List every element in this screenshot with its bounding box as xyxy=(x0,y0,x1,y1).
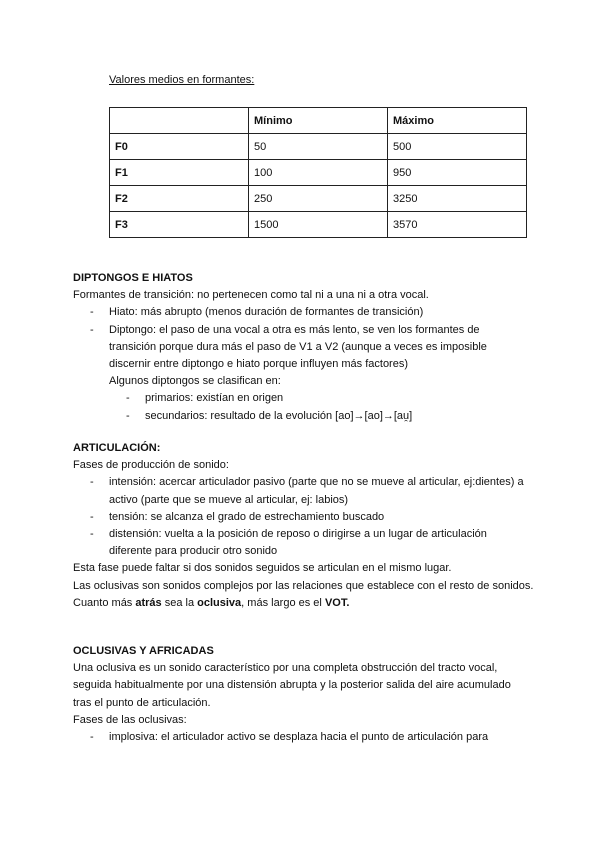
list-item xyxy=(73,390,533,407)
dash-bullet-icon: - xyxy=(90,476,94,489)
table-cell: 100 xyxy=(249,160,388,186)
paragraph: Las oclusivas son sonidos complejos por las relaciones que establece con el resto de sonidos. xyxy=(73,579,534,592)
list-item xyxy=(73,322,533,339)
paragraph: Fases de producción de sonido: xyxy=(73,459,229,472)
table-cell: F0 xyxy=(110,134,249,160)
list-item xyxy=(73,509,533,526)
table-cell: 500 xyxy=(388,134,527,160)
table-header-row xyxy=(110,108,527,134)
table-cell: 50 xyxy=(249,134,388,160)
table-cell: 3250 xyxy=(388,186,527,212)
section-diptongos xyxy=(73,270,533,425)
table-row xyxy=(110,160,527,186)
list-item xyxy=(73,408,533,425)
paragraph: Una oclusiva es un sonido característico por una completa obstrucción del tracto vocal, xyxy=(73,662,498,675)
vot-sentence xyxy=(73,595,533,612)
paragraph: seguida habitualmente por una distensión abrupta y la posterior salida del aire acumulado xyxy=(73,679,511,692)
dash-bullet-icon: - xyxy=(126,409,130,422)
paragraph: tras el punto de articulación. xyxy=(73,696,211,709)
table-header-cell: Mínimo xyxy=(249,108,388,134)
bold-term: VOT. xyxy=(324,596,350,609)
list-item-text: Hiato: más abrupto (menos duración de formantes de transición) xyxy=(109,306,424,319)
table-row xyxy=(110,212,527,238)
text-run: sea la xyxy=(161,596,198,609)
list-item-text: tensión: se alcanza el grado de estrechamiento buscado xyxy=(109,510,385,523)
list-item xyxy=(73,729,533,746)
text-run: , más largo es el xyxy=(241,596,325,609)
table-cell: 1500 xyxy=(249,212,388,238)
section-articulacion xyxy=(73,440,533,612)
table-row xyxy=(110,186,527,212)
section-oclusivas xyxy=(73,643,533,746)
section-heading: ARTICULACIÓN: xyxy=(73,442,161,454)
table-cell: 3570 xyxy=(388,212,527,238)
dash-bullet-icon: - xyxy=(90,510,94,523)
bold-term: oclusiva xyxy=(197,596,242,609)
list-item xyxy=(73,474,533,491)
dash-bullet-icon: - xyxy=(90,323,94,336)
list-item xyxy=(73,526,533,543)
table-cell: 250 xyxy=(249,186,388,212)
paragraph: Algunos diptongos se clasifican en: xyxy=(109,375,281,388)
formant-table-caption: Valores medios en formantes: xyxy=(109,74,255,86)
list-item-text: primarios: existían en origen xyxy=(145,392,284,405)
section-heading: OCLUSIVAS Y AFRICADAS xyxy=(73,645,214,657)
table-header-cell xyxy=(110,108,249,134)
section-heading: DIPTONGOS E HIATOS xyxy=(73,272,193,284)
table-cell: 950 xyxy=(388,160,527,186)
list-item-continuation: diferente para producir otro sonido xyxy=(109,545,278,558)
list-item-text: distensión: vuelta a la posición de reposo o dirigirse a un lugar de articulación xyxy=(109,527,487,540)
list-item xyxy=(73,304,533,321)
paragraph: Fases de las oclusivas: xyxy=(73,713,187,726)
list-item-continuation: activo (parte que se mueve al articular, ej: labios) xyxy=(109,493,349,506)
list-item-text: secundarios: resultado de la evolución [ao]→[ao]→[au̯] xyxy=(145,409,413,422)
bold-term: atrás xyxy=(135,596,162,609)
list-item-text: Diptongo: el paso de una vocal a otra es más lento, se ven los formantes de xyxy=(109,323,480,336)
table-row xyxy=(110,134,527,160)
dash-bullet-icon: - xyxy=(90,306,94,319)
table-cell: F3 xyxy=(110,212,249,238)
dash-bullet-icon: - xyxy=(90,527,94,540)
list-item-continuation: transición porque dura más el paso de V1 a V2 (aunque a veces es imposible xyxy=(109,340,487,353)
table-cell: F1 xyxy=(110,160,249,186)
list-item-text: intensión: acercar articulador pasivo (parte que no se mueve al articular, ej:dientes) a xyxy=(109,476,524,489)
formant-table xyxy=(109,107,527,238)
paragraph: Esta fase puede faltar si dos sonidos seguidos se articulan en el mismo lugar. xyxy=(73,562,452,575)
text-run: Cuanto más xyxy=(73,596,136,609)
list-item-text: implosiva: el articulador activo se desplaza hacia el punto de articulación para xyxy=(109,730,489,743)
dash-bullet-icon: - xyxy=(90,730,94,743)
table-cell: F2 xyxy=(110,186,249,212)
dash-bullet-icon: - xyxy=(126,392,130,405)
paragraph: Formantes de transición: no pertenecen como tal ni a una ni a otra vocal. xyxy=(73,289,429,302)
list-item-continuation: discernir entre diptongo e hiato porque influyen más factores) xyxy=(109,357,409,370)
table-header-cell: Máximo xyxy=(388,108,527,134)
